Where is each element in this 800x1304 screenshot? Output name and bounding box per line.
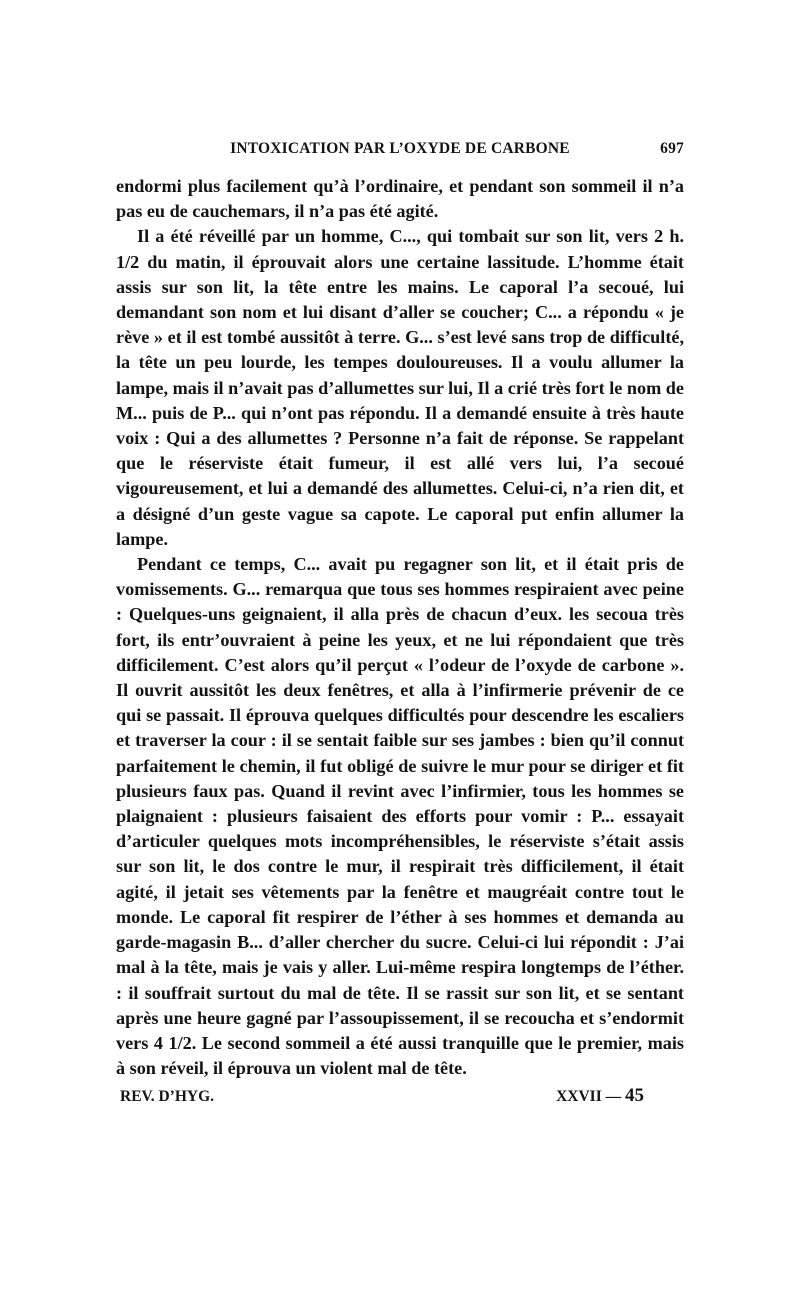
page-number: 697 xyxy=(660,140,684,157)
running-title: INTOXICATION PAR L’OXYDE DE CARBONE xyxy=(230,140,570,157)
signature-number: 45 xyxy=(625,1085,644,1107)
paragraph-awakening: Il a été réveillé par un homme, C..., qui tombait sur son lit, vers 2 h. 1/2 du matin, il éprouvait alors une certaine lassitude. L’homme était assis sur son lit, la tête entre les mains. Le caporal l’a secoué, lui demandant son nom et lui disant d’aller se coucher; C... a répondu « je rève » et il est tombé aussitôt à terre. G... s’est levé sans trop de difficulté, la tête un peu lourde, les tempes douloureuses. Il a voulu allumer la lampe, mais il n’avait pas d’allumettes sur lui, Il a crié très fort le nom de M... puis de P... qui n’ont pas répondu. Il a demandé ensuite à très haute voix : Qui a des allumettes ? Personne n’a fait de réponse. Se rappelant que le réserviste était fumeur, il est allé vers lui, l’a secoué vigoureusement, et lui a demandé des allumettes. Celui-ci, n’a rien dit, et a désigné d’un geste vague sa capote. Le caporal put enfin allumer la lampe. xyxy=(116,226,684,549)
paragraph-meanwhile: Pendant ce temps, C... avait pu regagner son lit, et il était pris de vomissements. G... remarqua que tous ses hommes respiraient avec peine : Quelques-uns geignaient, il alla près de chacun d’eux. les secoua très fort, ils entr’ouvraient à peine les yeux, et ne lui répondaient que très difficilement. C’est alors qu’il perçut « l’odeur de l’oxyde de carbone ». Il ouvrit aussitôt les deux fenêtres, et alla à l’infirmerie prévenir de ce qui se passait. Il éprouva quelques difficultés pour descendre les escaliers et traverser la cour : il se sentait faible sur ses jambes : bien qu’il connut parfaitement le chemin, il fut obligé de suivre le mur pour se diriger et fit plusieurs faux pas. Quand il revint avec l’infirmier, tous les hommes se plaignaient : plusieurs faisaient des efforts pour vomir : P... essayait d’articuler quelques mots incompréhensibles, le réserviste s’était assis sur son lit, le dos contre le mur, il respirait très difficilement, il était agité, il jetait ses vêtements par la fenêtre et maugréait contre tout le monde. Le caporal fit respirer de l’éther à ses hommes et demanda au garde-magasin B... d’aller chercher du sucre. Celui-ci lui répondit : J’ai mal à la tête, mais je vais y aller. Lui-même respira longtemps de l’éther. : il souffrait surtout du mal de tête. Il se rassit sur son lit, et se sentant après une heure gagné par l’assoupissement, il se recoucha et s’endormit vers 4 1/2. Le second sommeil a été aussi tranquille que le premier, mais à son réveil, il éprouva un violent mal de tête. xyxy=(116,554,684,1079)
volume-number: XXVII — xyxy=(556,1088,622,1106)
body-text xyxy=(116,174,684,1081)
paragraph-continuation: endormi plus facilement qu’à l’ordinaire, et pendant son sommeil il n’a pas eu de cauchemars, il n’a pas été agité. xyxy=(116,176,684,222)
document-page xyxy=(116,140,684,1107)
running-header xyxy=(116,140,684,170)
signature-mark xyxy=(556,1085,644,1107)
page-footer xyxy=(116,1085,684,1107)
journal-abbreviation: REV. D’HYG. xyxy=(120,1088,215,1106)
